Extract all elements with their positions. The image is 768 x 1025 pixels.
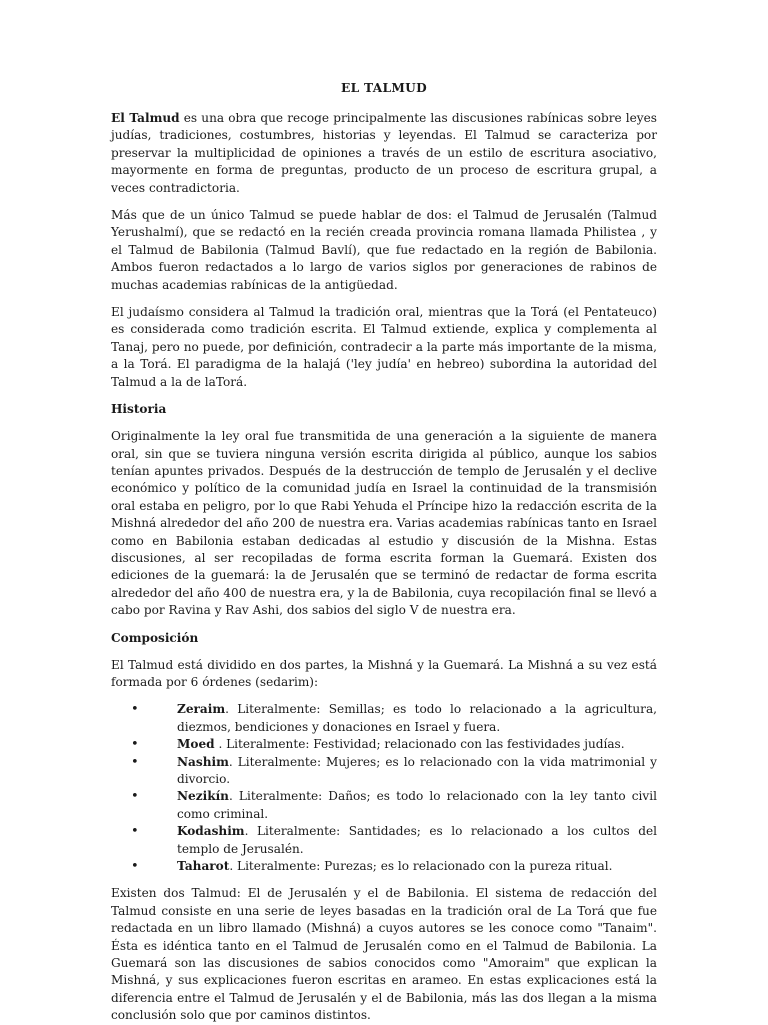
historia-heading: Historia xyxy=(111,402,167,417)
intro-lead: El Talmud xyxy=(111,111,180,125)
order-name: Kodashim xyxy=(177,824,245,839)
oral-tradition-paragraph: El judaísmo considera al Talmud la tradición oral, mientras que la Torá (el Pentateuco) es considerada como tradición escrita. El Talmud extiende, explica y complementa al Tanaj, pero no puede, por definición, contradecir a la parte más importante de la misma, a la Torá. El paradigma de la halajá ('ley judía' en hebreo) subordina la autoridad del Talmud a la de laTorá. xyxy=(111,305,657,389)
list-item xyxy=(111,858,657,875)
list-item xyxy=(111,736,657,753)
final-paragraph: Existen dos Talmud: El de Jerusalén y el de Babilonia. El sistema de redacción del Talmud consiste en una serie de leyes basadas en la tradición oral de La Torá que fue redactada en un libro llamado (Mishná) a cuyos autores se les conoce como "Tanaim". Ésta es idéntica tanto en el Talmud de Jerusalén como en el Talmud de Babilonia. La Guemará son las discusiones de sabios conocidos como "Amoraim" que explican la Mishná, y sus explicaciones fueron escritas en arameo. En estas explicaciones está la diferencia entre el Talmud de Jerusalén y el de Babilonia, más las dos llegan a la misma conclusión solo que por caminos distintos. xyxy=(111,886,657,1023)
bullet-icon: • xyxy=(131,702,139,718)
order-description: . Literalmente: Daños; es todo lo relacionado con la ley tanto civil como criminal. xyxy=(177,789,657,821)
order-description: . Literalmente: Purezas; es lo relacionado con la pureza ritual. xyxy=(229,859,613,874)
bullet-icon: • xyxy=(131,824,139,840)
orders-list xyxy=(111,701,657,875)
historia-paragraph: Originalmente la ley oral fue transmitida de una generación a la siguiente de manera oral, sin que se tuviera ninguna versión escrita dirigida al público, aunque los sabios tenían apuntes privados. Después de la destrucción de templo de Jerusalén y el declive económico y político de la comunidad judía en Israel la continuidad de la transmisión oral estaba en peligro, por lo que Rabi Yehuda el Príncipe hizo la redacción escrita de la Mishná alrededor del año 200 de nuestra era. Varias academias rabínicas tanto en Israel como en Babilonia estaban dedicadas al estudio y discusión de la Mishna. Estas discusiones, al ser recopiladas de forma escrita forman la Guemará. Existen dos ediciones de la guemará: la de Jerusalén que se terminó de redactar de forma escrita alrededor del año 400 de nuestra era, y la de Babilonia, cuya recopilación final se llevó a cabo por Ravina y Rav Ashi, dos sabios del siglo V de nuestra era. xyxy=(111,429,657,618)
order-name: Nashim xyxy=(177,754,229,769)
bullet-icon: • xyxy=(131,789,139,805)
order-description: . Literalmente: Santidades; es lo relacionado a los cultos del templo de Jerusalén. xyxy=(177,824,657,856)
order-name: Zeraim xyxy=(177,702,226,717)
order-name: Taharot xyxy=(177,859,230,874)
order-description: . Literalmente: Festividad; relacionado con las festividades judías. xyxy=(214,737,625,752)
composicion-heading: Composición xyxy=(111,630,199,645)
bullet-icon: • xyxy=(131,859,139,875)
list-item xyxy=(111,823,657,858)
document-title: EL TALMUD xyxy=(341,81,427,95)
two-talmuds-paragraph: Más que de un único Talmud se puede hablar de dos: el Talmud de Jerusalén (Talmud Yerushalmí), que se redactó en la recién creada provincia romana llamada Philistea , y el Talmud de Babilonia (Talmud Bavlí), que fue redactado en la región de Babilonia. Ambos fueron redactados a lo largo de varios siglos por generaciones de rabinos de muchas academias rabínicas de la antigüedad. xyxy=(111,208,657,292)
list-item xyxy=(111,701,657,736)
list-item xyxy=(111,754,657,789)
bullet-icon: • xyxy=(131,737,139,753)
list-item xyxy=(111,788,657,823)
intro-text: es una obra que recoge principalmente las discusiones rabínicas sobre leyes judías, tradiciones, costumbres, historias y leyendas. El Talmud se caracteriza por preservar la multiplicidad de opiniones a través de un estilo de escritura asociativo, mayormente en forma de preguntas, producto de un proceso de escritura grupal, a veces contradictoria. xyxy=(111,111,657,195)
intro-paragraph xyxy=(111,110,657,197)
composicion-paragraph: El Talmud está dividido en dos partes, la Mishná y la Guemará. La Mishná a su vez está formada por 6 órdenes (sedarim): xyxy=(111,657,657,689)
bullet-icon: • xyxy=(131,754,139,770)
order-name: Moed xyxy=(177,737,215,752)
order-description: . Literalmente: Semillas; es todo lo relacionado a la agricultura, diezmos, bendiciones y donaciones en Israel y fuera. xyxy=(177,702,657,734)
order-name: Nezikín xyxy=(177,789,229,804)
order-description: . Literalmente: Mujeres; es lo relacionado con la vida matrimonial y divorcio. xyxy=(177,754,657,786)
